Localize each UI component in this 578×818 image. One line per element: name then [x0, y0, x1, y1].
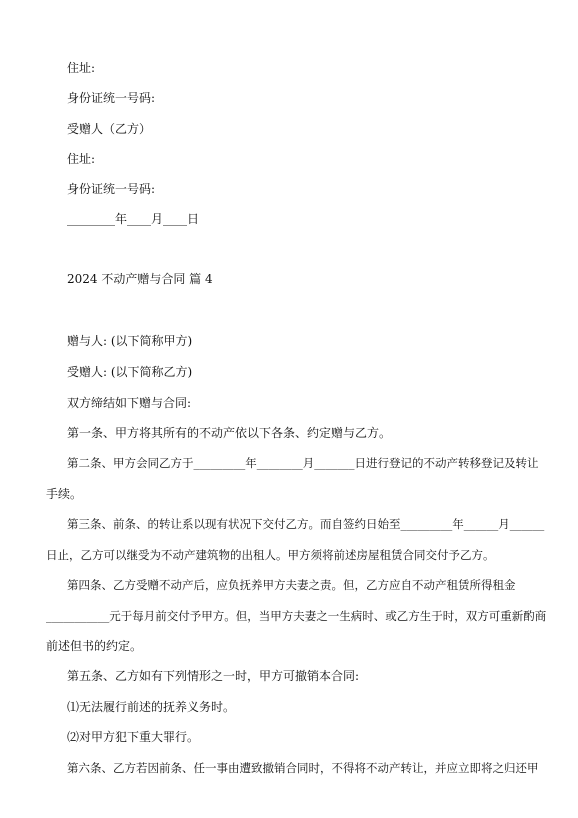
article-3-line-2: 日止，乙方可以继受为不动产建筑物的出租人。甲方须将前述房屋租赁合同交付予乙方。: [46, 548, 495, 562]
article-4-line-3: 前述但书的约定。: [46, 639, 143, 653]
article-3-line-1: 第三条、前条、的转让系以现有状况下交付乙方。而自签约日始至_________年______月______: [67, 517, 545, 531]
donor-line: 赠与人: (以下简称甲方): [67, 334, 193, 348]
recipient-party-b-heading: 受赠人（乙方）: [67, 122, 152, 136]
article-6-line-1: 第六条、乙方若因前条、任一事由遭致撤销合同时，不得将不动产转让，并应立即将之归还甲: [67, 761, 539, 775]
article-4-line-1: 第四条、乙方受赠不动产后，应负抚养甲方夫妻之责。但，乙方应自不动产租赁所得租金: [67, 578, 516, 592]
recipient-line: 受赠人: (以下简称乙方): [67, 365, 193, 379]
intro-line: 双方缔结如下赠与合同:: [67, 396, 192, 410]
party-b-id-label: 身份证统一号码:: [67, 182, 156, 196]
article-2-line-1: 第二条、甲方会同乙方于_________年________月_______日进行登记的不动产转移登记及转让: [67, 456, 539, 470]
party-a-address-label: 住址:: [67, 61, 96, 75]
section-title: 2024 不动产赠与合同 篇 4: [67, 272, 213, 286]
article-5-item-1: ⑴无法履行前述的抚养义务时。: [67, 700, 236, 714]
article-5-item-2: ⑵对甲方犯下重大罪行。: [67, 730, 200, 744]
party-a-id-label: 身份证统一号码:: [67, 91, 156, 105]
signing-date-line: ________年____月____日: [67, 212, 200, 226]
article-4-line-2: ___________元于每月前交付予甲方。但，当甲方夫妻之一生病时、或乙方生于时，双方可重新酌商: [46, 609, 547, 623]
party-b-address-label: 住址:: [67, 152, 96, 166]
article-5: 第五条、乙方如有下列情形之一时，甲方可撤销本合同:: [67, 669, 360, 683]
article-1: 第一条、甲方将其所有的不动产依以下各条、约定赠与乙方。: [67, 426, 392, 440]
article-2-line-2: 手续。: [46, 487, 83, 501]
